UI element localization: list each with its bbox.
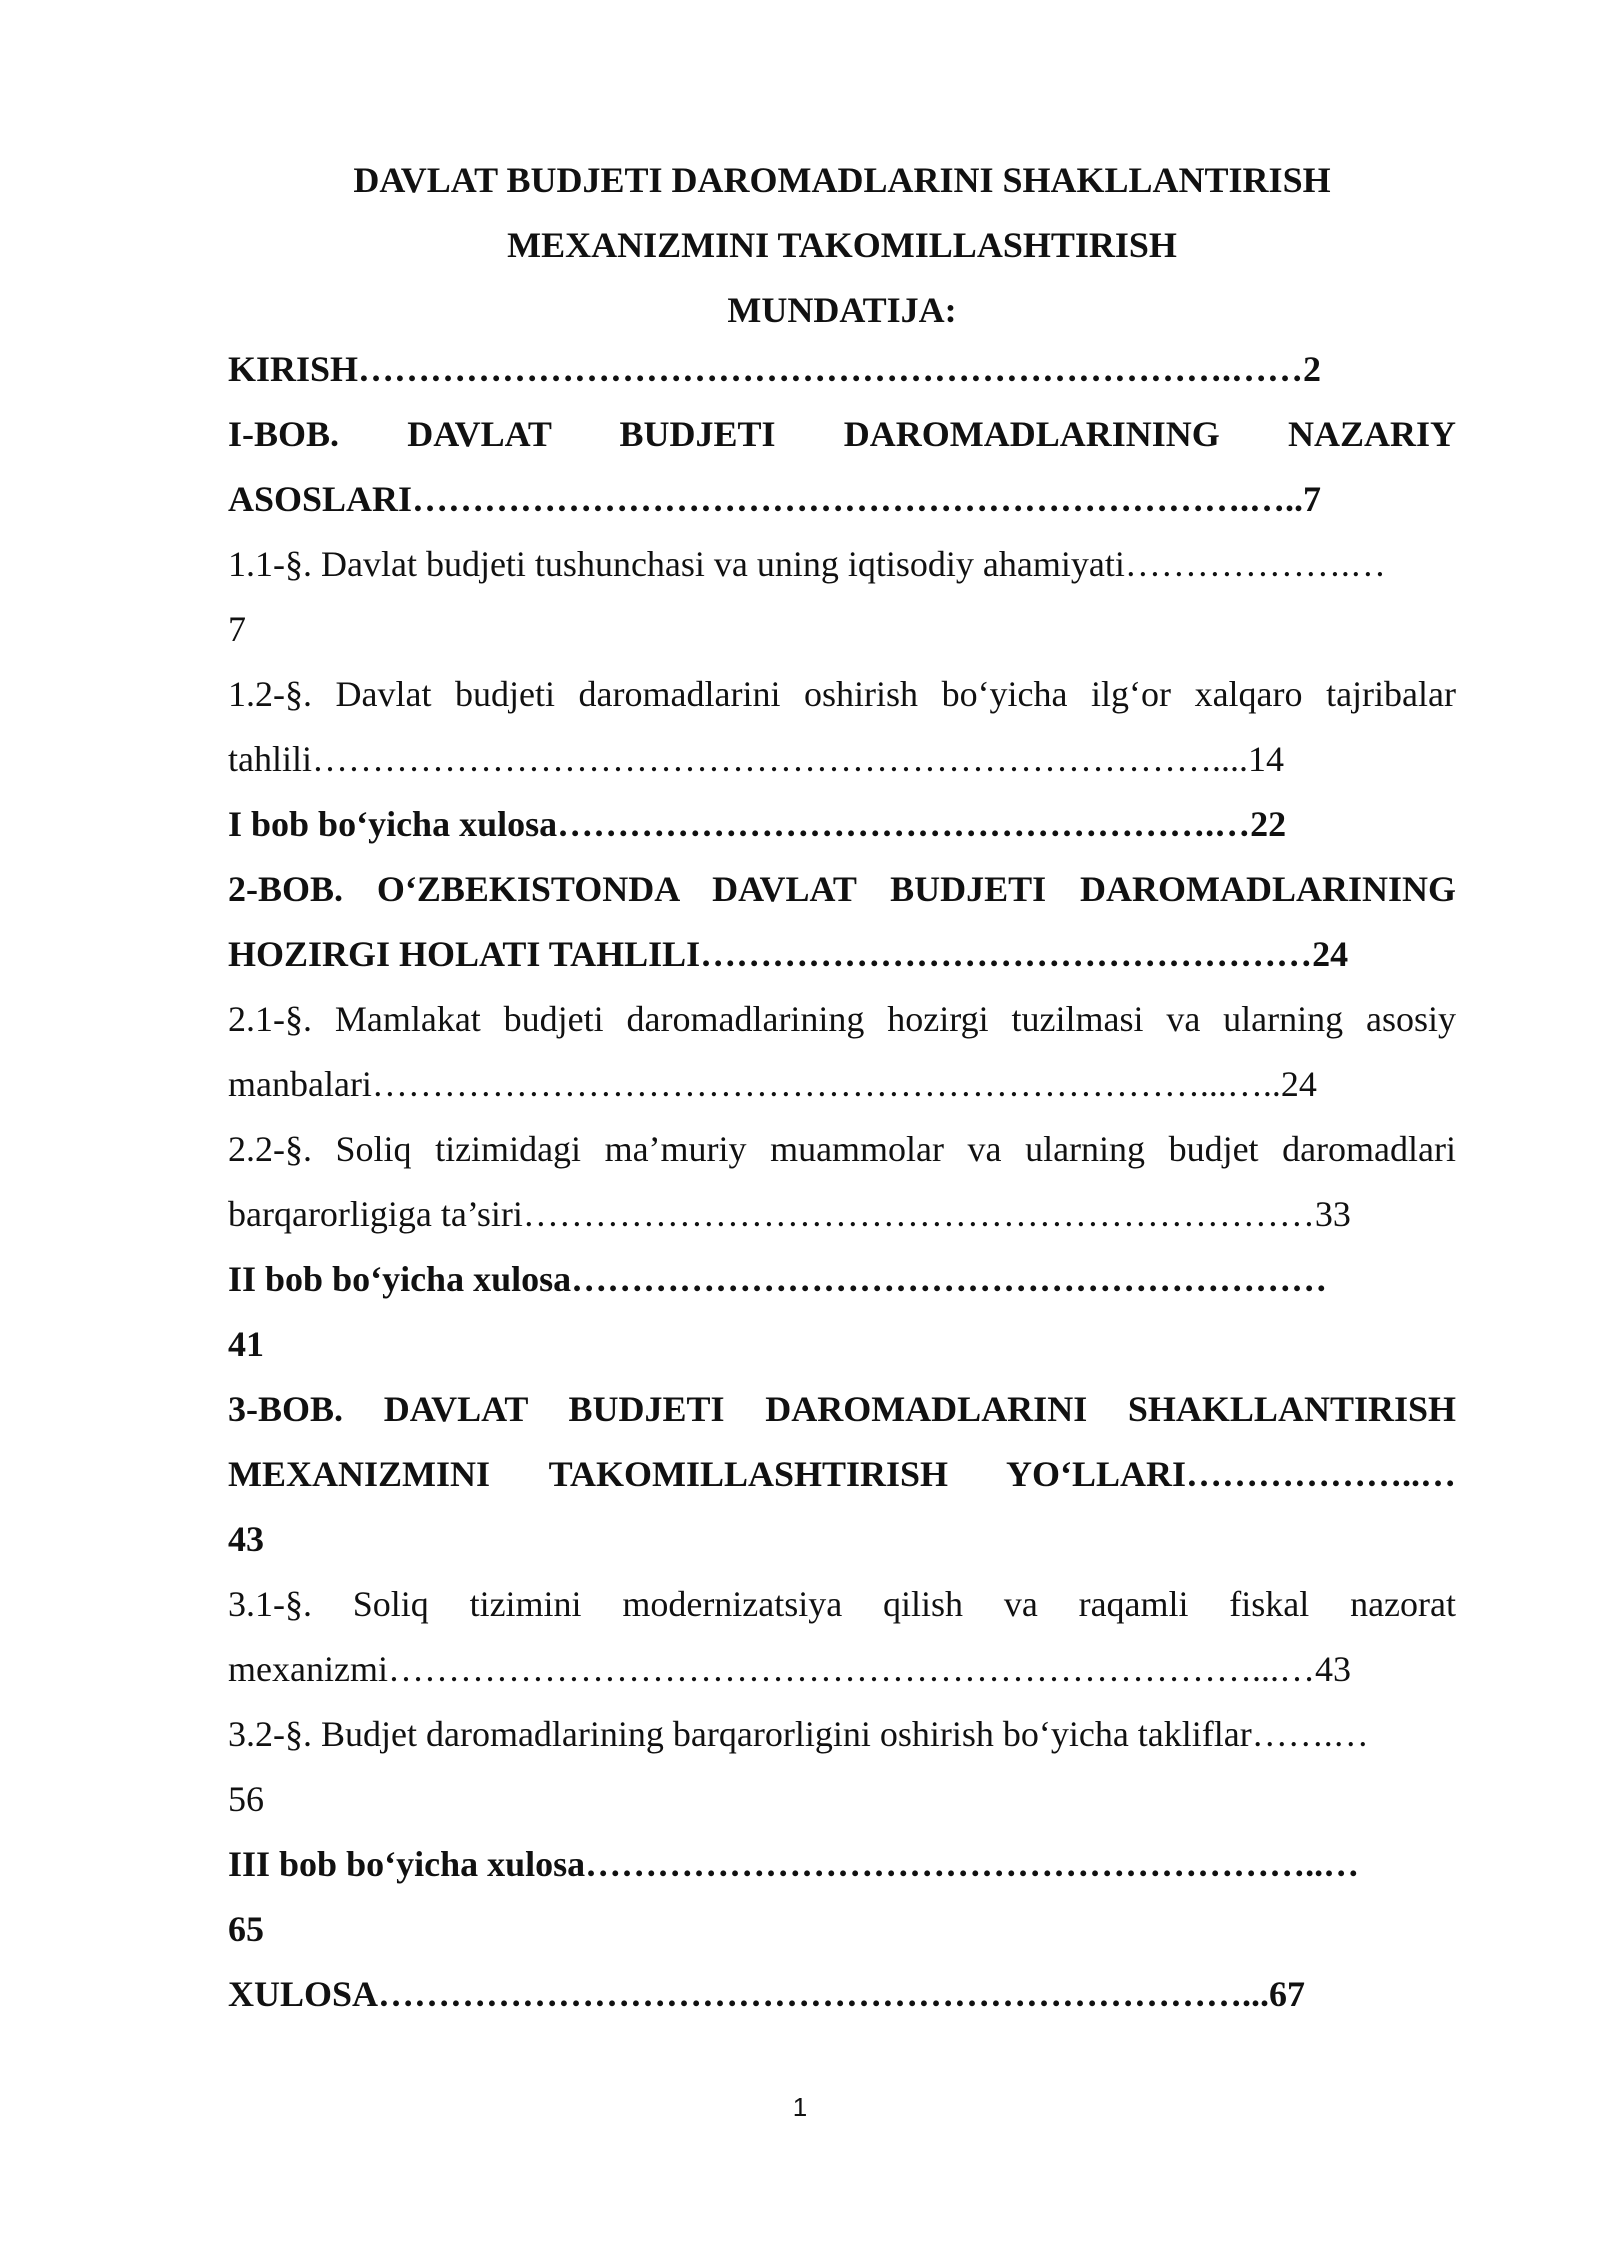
toc-line: 3-BOB. DAVLAT BUDJETI DAROMADLARINI SHAKLLANTIRISH	[228, 1389, 1456, 1429]
toc-line: 1.2-§. Davlat budjeti daromadlarini oshirish bo‘yicha ilg‘or xalqaro tajribalar	[228, 674, 1456, 714]
toc-line: ASOSLARI…………………………………………………………….…..7	[228, 479, 1322, 519]
toc-line: barqarorligiga ta’siri…………………………………………………………33	[228, 1194, 1351, 1234]
title-line-2: MEXANIZMINI TAKOMILLASHTIRISH	[507, 225, 1177, 265]
table-of-contents	[228, 337, 1456, 2027]
toc-line: 7	[228, 609, 246, 649]
toc-line: II bob bo‘yicha xulosa………………………………………………………	[228, 1259, 1328, 1299]
toc-line: 41	[228, 1324, 264, 1364]
toc-line: XULOSA………………………………………………………………...67	[228, 1974, 1306, 2014]
toc-line: KIRISH……………………………………………………………….……2	[228, 349, 1322, 389]
toc-line: I bob bo‘yicha xulosa……………………………………………….…22	[228, 804, 1287, 844]
toc-line: manbalari……………………………………………………………...…..24	[228, 1064, 1317, 1104]
toc-line: 65	[228, 1909, 264, 1949]
toc-line: III bob bo‘yicha xulosa……………………………………………………..…	[228, 1844, 1360, 1884]
toc-line: 43	[228, 1519, 264, 1559]
toc-line: HOZIRGI HOLATI TAHLILI……………………………………………24	[228, 934, 1349, 974]
toc-line: mexanizmi………………………………………………………………...…43	[228, 1649, 1351, 1689]
toc-line: 56	[228, 1779, 264, 1819]
toc-line: tahlili…………………………………………………………………....14	[228, 739, 1284, 779]
toc-line: 3.1-§. Soliq tizimini modernizatsiya qilish va raqamli fiskal nazorat	[228, 1584, 1456, 1624]
toc-line: 3.2-§. Budjet daromadlarining barqarorligini oshirish bo‘yicha takliflar…….…	[228, 1714, 1369, 1754]
toc-line: 1.1-§. Davlat budjeti tushunchasi va uning iqtisodiy ahamiyati……………….…	[228, 544, 1386, 584]
toc-line: 2.1-§. Mamlakat budjeti daromadlarining hozirgi tuzilmasi va ularning asosiy	[228, 999, 1456, 1039]
toc-heading: MUNDATIJA:	[727, 290, 957, 330]
toc-line: 2.2-§. Soliq tizimidagi ma’muriy muammolar va ularning budjet daromadlari	[228, 1129, 1456, 1169]
toc-line: MEXANIZMINI TAKOMILLASHTIRISH YO‘LLARI………………..…	[228, 1454, 1456, 1494]
toc-line: 2-BOB. O‘ZBEKISTONDA DAVLAT BUDJETI DAROMADLARINING	[228, 869, 1456, 909]
page-number: 1	[792, 2092, 808, 2122]
toc-line: I-BOB. DAVLAT BUDJETI DAROMADLARINING NAZARIY	[228, 414, 1456, 454]
document-title	[228, 148, 1456, 343]
title-line-1: DAVLAT BUDJETI DAROMADLARINI SHAKLLANTIRISH	[353, 160, 1331, 200]
